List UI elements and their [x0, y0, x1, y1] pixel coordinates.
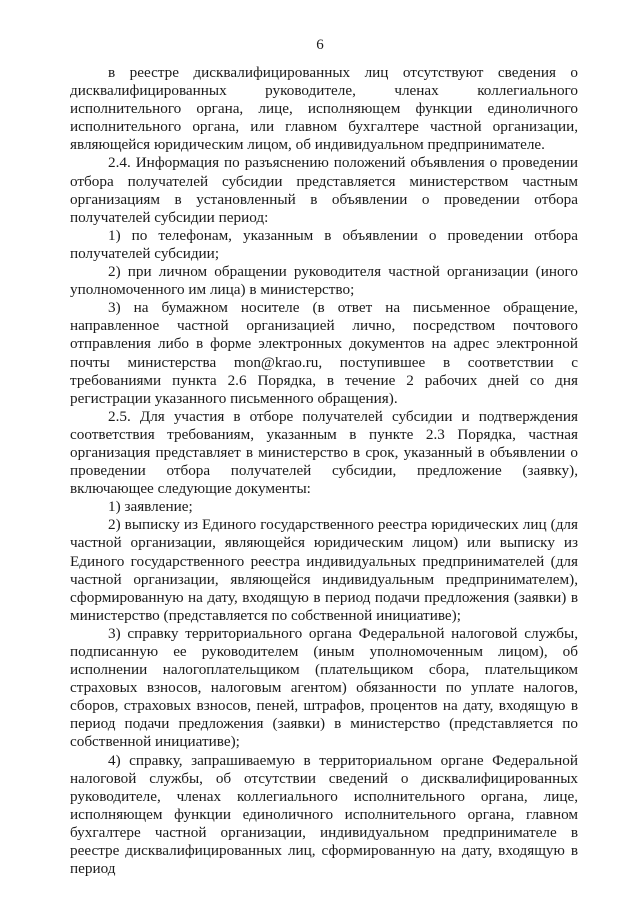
paragraph: 4) справку, запрашиваемую в территориальном органе Федеральной налоговой службы, об отсутствии сведений о дисквалифицированных руководителе, членах коллегиального исполнительного органа, лице, исполняющем функции единоличного исполнительного органа, главном бухгалтере частной организации, индивидуальном предпринимателе в реестре дисквалифицированных лиц, сформированную на дату, входящую в период [70, 751, 578, 878]
paragraph: 2) выписку из Единого государственного реестра юридических лиц (для частной организации, являющейся юридическим лицом) или выписку из Единого государственного реестра индивидуальных предпринимателей (для частной организации, являющейся индивидуальным предпринимателем), сформированную на дату, входящую в период подачи предложения (заявки) в министерство (представляется по собственной инициативе); [70, 516, 578, 624]
paragraph: 3) на бумажном носителе (в ответ на письменное обращение, направленное частной организацией лично, посредством почтового отправления либо в форме электронных документов на адрес электронной почты министерства mon@krao.ru, поступившее в соответствии с требованиями пункта 2.6 Порядка, в течение 2 рабочих дней со дня регистрации указанного письменного обращения). [70, 299, 578, 407]
paragraph: 3) справку территориального органа Федеральной налоговой службы, подписанную ее руководителем (иным уполномоченным лицом), об исполнении налогоплательщиком (плательщиком сбора, плательщиком страховых взносов, налоговым агентом) обязанности по уплате налогов, сборов, страховых взносов, пеней, штрафов, процентов на дату, входящую в период подачи предложения (заявки) в министерство (представляется по собственной инициативе); [70, 624, 578, 751]
paragraph: 2.4. Информация по разъяснению положений объявления о проведении отбора получателей субсидии представляется министерством частным организациям в установленный в объявлении о проведении отбора получателей субсидии период: [70, 154, 578, 226]
page-number: 6 [316, 37, 324, 53]
document-body [70, 64, 578, 878]
paragraph: 1) по телефонам, указанным в объявлении о проведении отбора получателей субсидии; [70, 226, 578, 262]
paragraph: 1) заявление; [108, 498, 193, 516]
paragraph: в реестре дисквалифицированных лиц отсутствуют сведения о дисквалифицированных руководителе, членах коллегиального исполнительного органа, лице, исполняющем функции единоличного исполнительного органа, или главном бухгалтере частной организации, являющейся юридическим лицом, об индивидуальном предпринимателе. [70, 64, 578, 154]
paragraph: 2.5. Для участия в отборе получателей субсидии и подтверждения соответствия требованиям, указанным в пункте 2.3 Порядка, частная организация представляет в министерство в срок, указанный в объявлении о проведении отбора получателей субсидии, предложение (заявку), включающее следующие документы: [70, 407, 578, 498]
paragraph: 2) при личном обращении руководителя частной организации (иного уполномоченного им лица) в министерство; [70, 263, 578, 299]
